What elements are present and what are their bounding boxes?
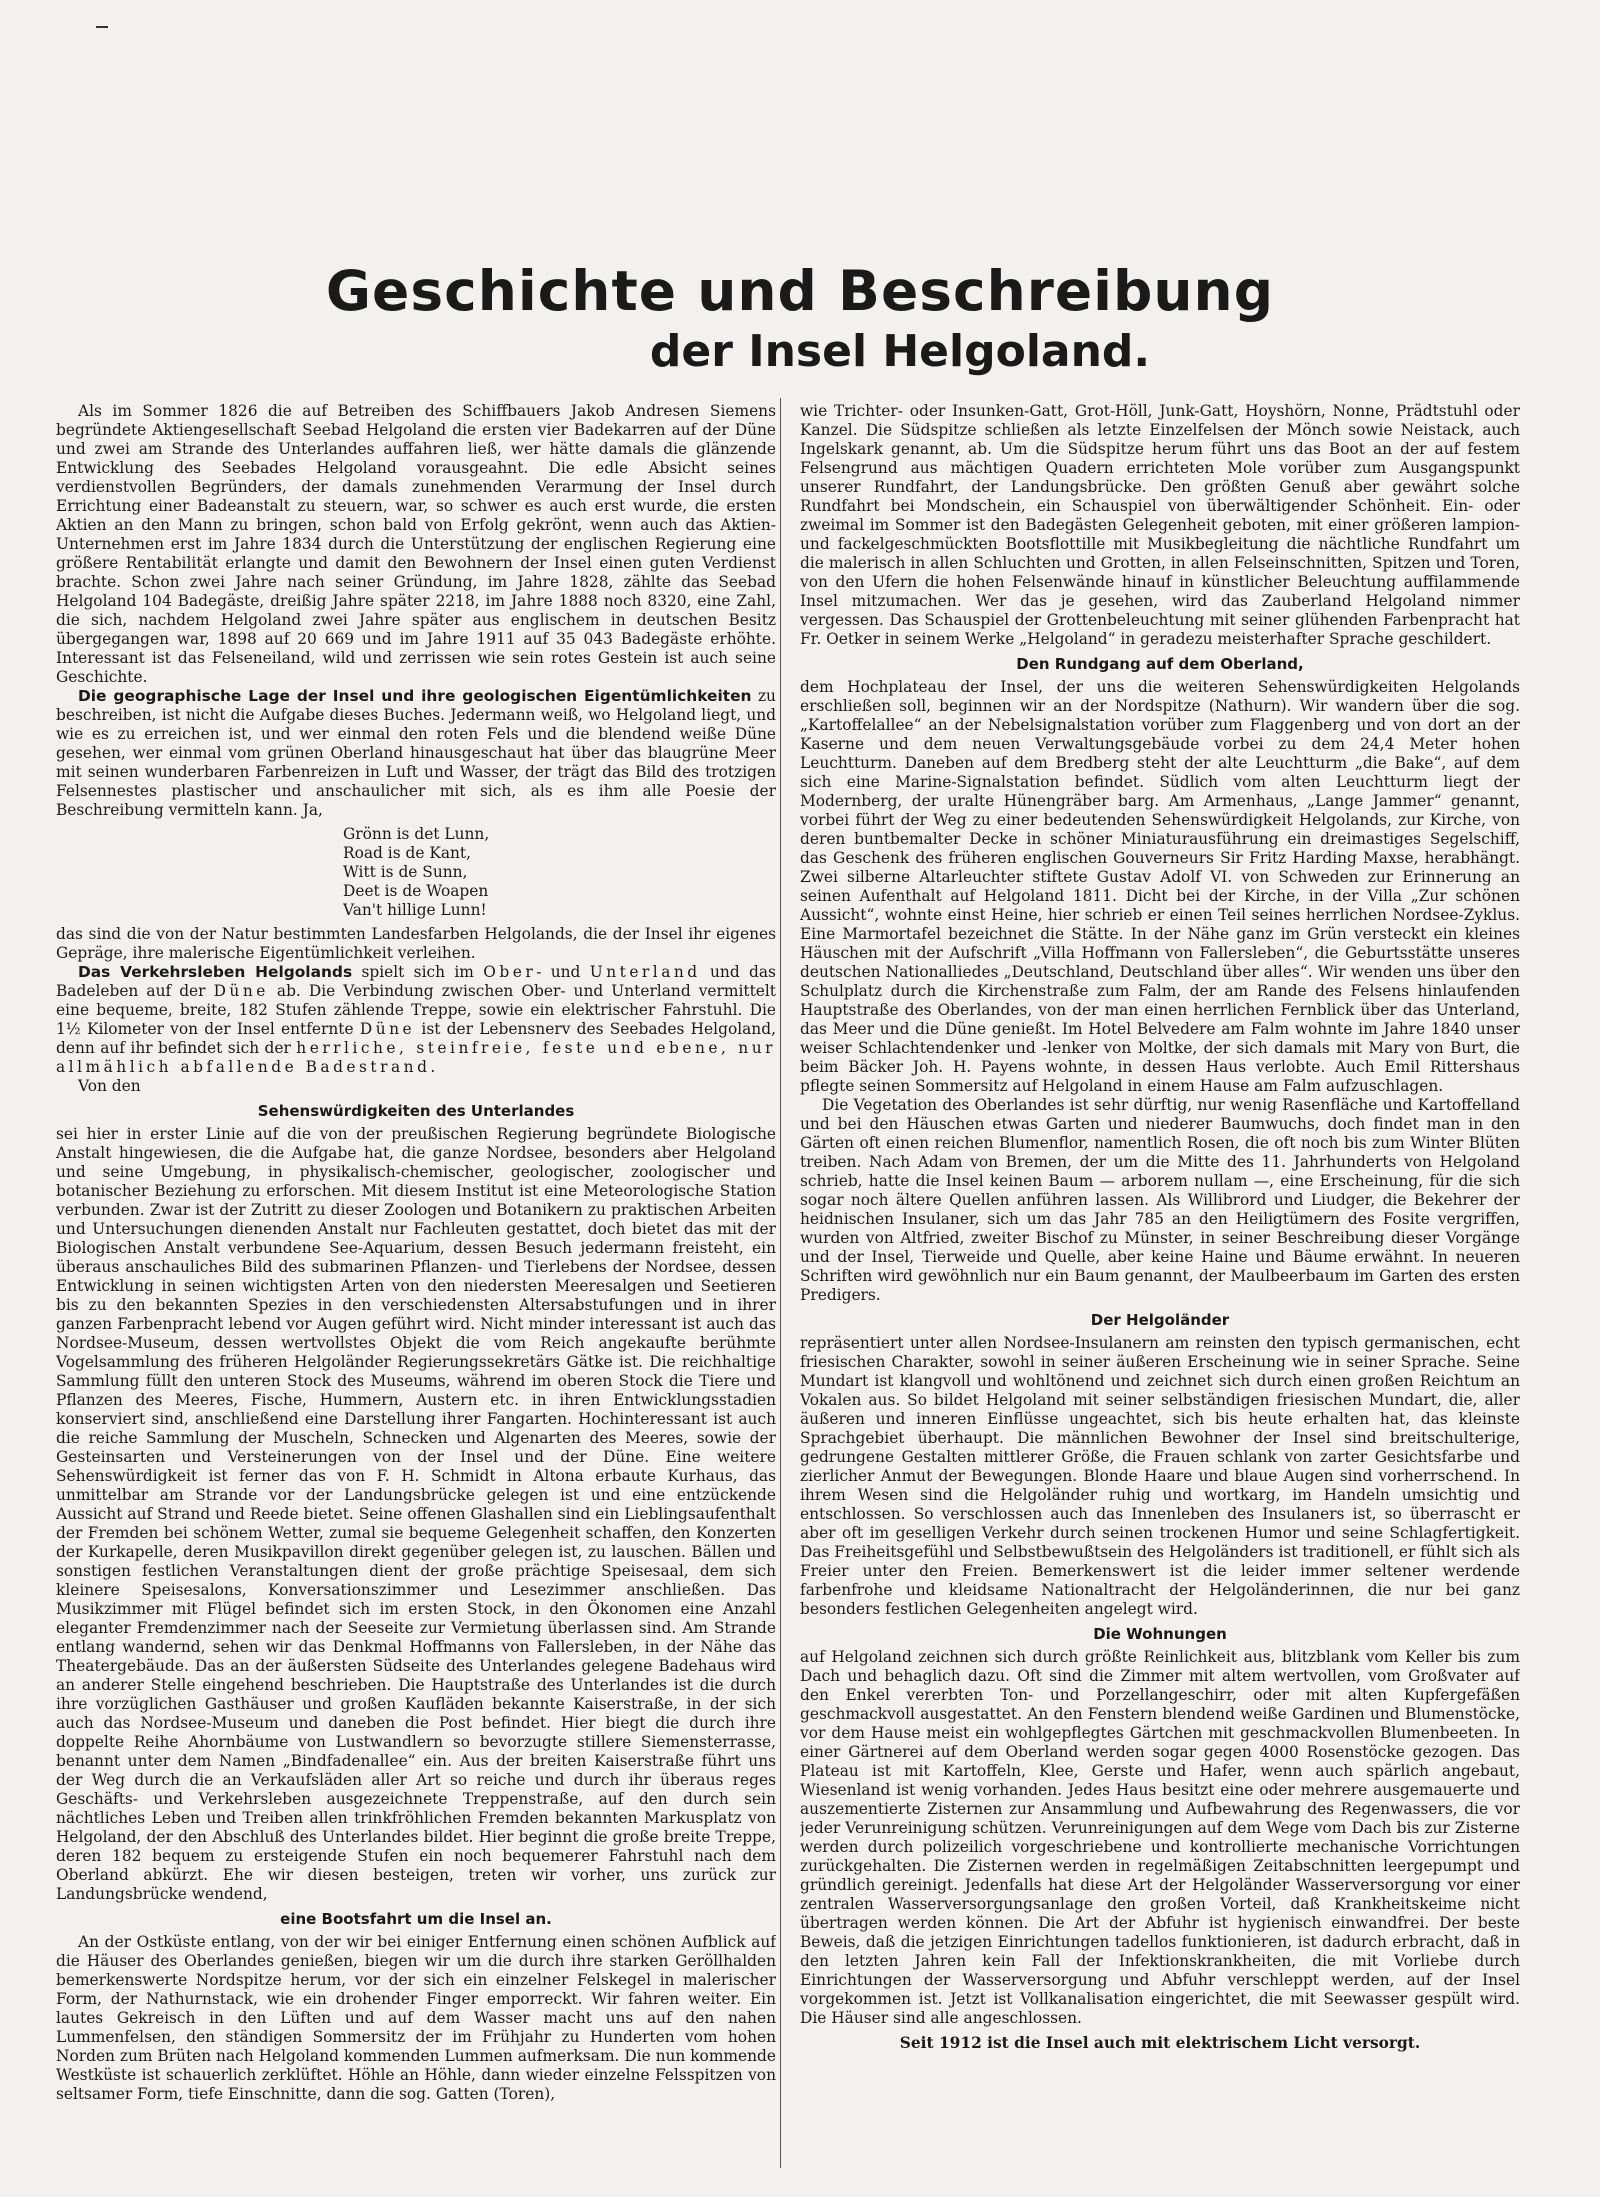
traffic-lead: Das Verkehrsleben Helgolands xyxy=(78,963,353,981)
traffic-spaced: Düne xyxy=(359,1020,416,1038)
unterland-paragraph: sei hier in erster Linie auf die von der preußischen Regierung begründete Biologische Anstalt hingewiesen, die die Aufgabe hat, die ganze Nordsee, besonders aber Helgoland und seine Umgebung, in physikalisch-chemischer, geologischer, zoologischer und botanischer Beziehung zu erforschen. Mit diesem Institut ist eine Meteorologische Station verbunden. Zwar ist der Zutritt zu dieser Zoologen und Botanikern zu praktischen Arbeiten und Untersuchungen dienenden Anstalt nur Fachleuten gestattet, doch bietet das mit der Biologischen Anstalt verbundene See-Aquarium, dessen Besuch jedermann freisteht, ein überaus anschauliches Bild des submarinen Pflanzen- und Tierlebens der Nordsee, dessen Entwicklung in seinen wichtigsten Arten von den niedersten Meeresalgen und Seetieren bis zu den bekannten Spezies in den verschiedensten Altersabstufungen und in ihrer ganzen Farbenpracht lebend vor Augen geführt wird. Nicht minder interessant ist auch das Nordsee-Museum, dessen wertvollstes Objekt die vom Reich angekaufte berühmte Vogelsammlung des früheren Helgoländer Regierungssekretärs Gätke ist. Die reichhaltige Sammlung füllt den unteren Stock des Museums, während im oberen Stock die Tiere und Pflanzen des Meeres, Fische, Hummern, Austern etc. in ihren Entwicklungsstadien konserviert sind, anschließend eine Darstellung ihrer Fangarten. Hochinteressant ist auch die reiche Sammlung der Muscheln, Schnecken und Algenarten des Meeres, sowie der Gesteinsarten und Versteinerungen von der Insel und der Düne. Eine weitere Sehenswürdigkeit ist ferner das von F. H. Schmidt in Altona erbaute Kurhaus, das unmittelbar am Strande vor der Landungsbrücke gelegen ist und eine entzückende Aussicht auf Strand und Reede bietet. Seine offenen Glashallen sind ein Lieblingsaufenthalt der Fremden bei schönem Wetter, zumal sie bequeme Gelegenheit schaffen, den Konzerten der Kurkapelle, deren Musikpavillon direkt gegenüber gelegen ist, zu lauschen. Bällen und sonstigen festlichen Veranstaltungen dient der große prächtige Speisesaal, dem sich kleinere Speisesalons, Konversationszimmer und Lesezimmer anschließen. Das Musikzimmer mit Flügel befindet sich im ersten Stock, in den Ökonomen eine Anzahl eleganter Fremdenzimmer nach der Seeseite zur Vermietung überlassen sind. Am Strande entlang wandernd, sehen wir das Denkmal Hoffmanns von Fallersleben, in der Nähe das Theatergebäude. Das an der äußersten Südseite des Unterlandes gelegene Badehaus wird an anderer Stelle eingehend beschrieben. Die Hauptstraße des Unterlandes ist die durch ihre vorzüglichen Gasthäuser und großen Kaufläden bekannte Kaiserstraße, in der sich auch das Nordsee-Museum und daneben die Post befindet. Hier biegt die durch ihre doppelte Reihe Ahornbäume von Lustwandlern so bevorzugte stillere Siemensterrasse, benannt unter dem Namen „Bindfadenallee“ ein. Aus der breiten Kaiserstraße führt uns der Weg durch die an Verkaufsläden aller Art so reiche und durch ihr überaus reges Geschäfts- und Verkehrsleben ausgezeichnete Treppenstraße, auf den durch sein nächtliches Leben und Treiben allen trinkfröhlichen Fremden bekannten Markusplatz von Helgoland, der den Abschluß des Unterlandes bildet. Hier beginnt die große breite Treppe, deren 182 bequem zu ersteigende Stufen ein noch bequemerer Fahrstuhl nach dem Oberland abkürzt. Ehe wir diesen besteigen, treten wir vorher, uns zurück zur Landungsbrücke wendend, xyxy=(56,1125,776,1903)
traffic-spaced: Düne xyxy=(213,982,269,1000)
heading-unterland: Sehenswürdigkeiten des Unterlandes xyxy=(257,1102,575,1120)
poem-line: Deet is de Woapen xyxy=(343,882,489,900)
geography-paragraph xyxy=(56,687,776,820)
sights-intro: Von den xyxy=(78,1077,141,1095)
right-column xyxy=(800,402,1520,2140)
poem xyxy=(343,825,776,920)
traffic-text: und das Badeleben auf der xyxy=(56,963,776,1000)
intro-paragraph: Als im Sommer 1826 die auf Betreiben des Schiffbauers Jakob Andresen Siemens begründete Aktiengesellschaft Seebad Helgoland die ersten vier Badekarren auf der Düne und zwei am Strande des Unterlandes auffahren ließ, wer hätte damals die glänzende Entwicklung des Seebades Helgoland vorausgeahnt. Die edle Absicht seines verdienstvollen Begründers, der damals zunehmenden Verarmung der Insel durch Errichtung einer Badeanstalt zu steuern, war, so schwer es auch erst wurde, die ersten Aktien an den Mann zu bringen, schon bald von Erfolg gekrönt, wenn auch das Aktien-Unternehmen erst im Jahre 1834 durch die Unterstützung der englischen Regierung eine größere Rentabilität erlangte und damit den Bewohnern der Insel einen guten Verdienst brachte. Schon zwei Jahre nach seiner Gründung, im Jahre 1828, zählte das Seebad Helgoland 104 Badegäste, dreißig Jahre später 2218, im Jahre 1888 noch 8320, eine Zahl, die sich, nachdem Helgoland zwei Jahre später aus englischem in deutschen Besitz übergegangen war, 1898 auf 20 669 und im Jahre 1911 auf 35 043 Badegäste erhöhte. Interessant ist das Felseneiland, wild und zerrissen wie sein rotes Gestein ist auch seine Geschichte. xyxy=(56,402,776,686)
page-title: Geschichte und Beschreibung xyxy=(325,259,1275,323)
left-column xyxy=(56,402,776,2140)
column-divider xyxy=(780,398,781,2168)
vegetation-paragraph: Die Vegetation des Oberlandes ist sehr dürftig, nur wenig Rasenfläche und Kartoffelland und bei den Häuschen etwas Garten und niederer Baumwuchs, doch findet man in den Gärten oft einen reichen Blumenflor, namentlich Rosen, die oft noch bis zum Winter Blüten treiben. Nach Adam von Bremen, der um die Mitte des 11. Jahrhunderts von Helgoland schrieb, hatte die Insel keinen Baum — arborem nullam —, eine Erscheinung, für die sich sogar noch ältere Quellen anführen lassen. Als Willibrord und Liudger, die Bekehrer der heidnischen Insulaner, sich um das Jahr 785 an den Heiligtümern des Fosite vergriffen, wurden von Altfried, zweiter Bischof zu Münster, in seiner Beschreibung dieser Vorgänge und der Insel, Tierweide und Quelle, aber keine Haine und Bäume erwähnt. In neueren Schriften wird gewöhnlich nur ein Baum genannt, der Maulbeerbaum im Garten des ersten Predigers. xyxy=(800,1096,1520,1304)
bootsfahrt-paragraph: An der Ostküste entlang, von der wir bei einiger Entfernung einen schönen Aufblick auf die Häuser des Oberlandes genießen, biegen wir um die durch ihre starken Geröllhalden bemerkenswerte Nordspitze herum, vor der sich ein einzelner Felskegel in malerischer Form, der Nathurnstack, wie ein drohender Finger emporreckt. Wir fahren weiter. Ein lautes Gekreisch in den Lüften und auf dem Wasser macht uns auf den nahen Lummenfelsen, den ständigen Sommersitz der im Frühjahr zu Hunderten vom hohen Norden zum Brüten nach Helgoland kommenden Lummen aufmerksam. Die nun kommende Westküste ist schauerlich zerklüftet. Höhle an Höhle, dann wieder einzelne Felsspitzen von seltsamer Form, tiefe Einschnitte, dann die sog. Gatten (Toren), xyxy=(56,1933,776,2103)
geography-text: zu beschreiben, ist nicht die Aufgabe dieses Buches. Jedermann weiß, wo Helgoland liegt, und wie es zu erreichen ist, und wer einmal den roten Fels und die blendend weiße Düne gesehen, wer einmal vom grünen Oberland hinausgeschaut hat über das blaugrüne Meer mit seinen wunderbaren Farbenreizen in Luft und Wasser, der trägt das Bild des trotzigen Felsennestes plastischer und anschaulicher mit sich, als es ihm alle Poesie der Beschreibung vermitteln kann. Ja, xyxy=(56,687,776,819)
traffic-text: spielt sich im xyxy=(361,963,474,981)
heading-bootsfahrt: eine Bootsfahrt um die Insel an. xyxy=(280,1910,552,1928)
page-subtitle: der Insel Helgoland. xyxy=(649,326,1151,377)
helgolaender-paragraph: repräsentiert unter allen Nordsee-Insulanern am reinsten den typisch germanischen, echt friesischen Charakter, sowohl in seiner äußeren Erscheinung wie in seiner Sprache. Seine Mundart ist klangvoll und wohltönend und zeichnet sich durch einen großen Reichtum an Vokalen aus. So bildet Helgoland mit seiner selbständigen friesischen Mundart, die, aller äußeren und inneren Einflüsse ungeachtet, sich bis heute erhalten hat, das kleinste Sprachgebiet überhaupt. Die männlichen Bewohner der Insel sind breitschulterige, gedrungene Gestalten mittlerer Größe, die Frauen schlank von zarter Gesichtsfarbe und zierlicher Anmut der Bewegungen. Blonde Haare und blaue Augen sind vorherrschend. In ihrem Wesen sind die Helgoländer ruhig und wortkarg, im Handeln umsichtig und entschlossen. So verschlossen auch das Innenleben des Insulaners ist, so überrascht er aber oft im geselligen Verkehr durch seinen trockenen Humor und seine Schlagfertigkeit. Das Freiheitsgefühl und Selbstbewußtsein des Helgoländers ist traditionell, er fühlt sich als Freier unter den Freien. Bemerkenswert ist die leider immer seltener werdende farbenfrohe und kleidsame Nationaltracht der Helgoländerinnen, die nur bei ganz besonders festlichen Gelegenheiten angelegt wird. xyxy=(800,1334,1520,1618)
wohnungen-paragraph: auf Helgoland zeichnen sich durch größte Reinlichkeit aus, blitzblank vom Keller bis zum Dach und behaglich dazu. Oft sind die Zimmer mit altem wertvollen, vom Großvater auf den Enkel vererbten Ton- und Porzellangeschirr, oder mit alten Kupfergefäßen geschmackvoll ausgestattet. An den Fenstern blendend weiße Gardinen und Blumenstöcke, vor dem Hause meist ein wohlgepflegtes Gärtchen mit geschmackvollen Blumenbeeten. In einer Gärtnerei auf dem Oberland werden sogar gegen 4000 Rosenstöcke gezogen. Das Plateau ist mit Kartoffeln, Klee, Gerste und Hafer, wenn auch spärlich angebaut, Wiesenland ist wenig vorhanden. Jedes Haus besitzt eine oder mehrere ausgemauerte und auszementierte Zisternen zur Ansammlung und Aufbewahrung des Regenwassers, die vor jeder Verunreinigung schützen. Verunreinigungen auf dem Wege vom Dach bis zur Zisterne werden durch polizeilich vorgeschriebene und kontrollierte mechanische Vorrichtungen zurückgehalten. Die Zisternen werden in regelmäßigen Zeitabschnitten leergepumpt und gründlich gereinigt. Jedenfalls hat diese Art der Helgoländer Wasserversorgung vor einer zentralen Wasserversorgungsanlage den großen Vorteil, daß Krankheitskeime nicht übertragen werden können. Die Art der Abfuhr ist hygienisch einwandfrei. Der beste Beweis, daß die jetzigen Einrichtungen tadellos funktionieren, ist dadurch erbracht, daß in den letzten Jahren kein Fall der Infektionskrankheiten, die mit Vorliebe durch Einrichtungen der Wasserversorgung und Abfuhr verschleppt werden, auf der Insel vorgekommen ist. Jetzt ist Vollkanalisation eingerichtet, die mit Seewasser gespült wird. Die Häuser sind alle angeschlossen. xyxy=(800,1648,1520,2027)
gatten-paragraph: wie Trichter- oder Insunken-Gatt, Grot-Höll, Junk-Gatt, Hoyshörn, Nonne, Prädtstuhl oder Kanzel. Die Südspitze schließen als letzte Einzelfelsen der Mönch sowie Neistack, auch Ingelskark genannt, ab. Um die Südspitze herum führt uns das Boot an der auf festem Felsengrund aus mächtigen Quadern errichteten Mole vorüber zum Ausgangspunkt unserer Rundfahrt, der Landungsbrücke. Den größten Genuß aber gewährt solche Rundfahrt bei Mondschein, ein Schauspiel von überwältigender Schönheit. Ein- oder zweimal im Sommer ist den Badegästen Gelegenheit geboten, mit einer größeren lampion- und fackelgeschmückten Bootsflottille mit Musikbegleitung die nächtliche Rundfahrt um die malerisch in allen Schluchten und Grotten, in allen Felseinschnitten, Spitzen und Toren, von den Ufern die hohen Felsenwände hinauf in künstlicher Beleuchtung auffilammende Insel mitzumachen. Wer das je gesehen, wird das Zauberland Helgoland nimmer vergessen. Das Schauspiel der Grottenbeleuchtung mit seiner glühenden Farbenpracht hat Fr. Oetker in seinem Werke „Helgoland“ in geradezu meisterhafter Sprache geschildert. xyxy=(800,402,1520,648)
traffic-spaced: herrliche, steinfreie, feste und ebene, nur allmählich abfallende Badestrand. xyxy=(56,1039,776,1076)
traffic-paragraph xyxy=(56,963,776,1077)
traffic-text: ist der Lebensnerv des Seebades Helgoland, denn auf ihr befindet sich der xyxy=(56,1020,776,1057)
heading-helgolaender: Der Helgoländer xyxy=(1090,1311,1230,1329)
heading-oberland: Den Rundgang auf dem Oberland, xyxy=(1016,655,1304,673)
heading-wohnungen: Die Wohnungen xyxy=(1093,1625,1227,1643)
closing-line: Seit 1912 ist die Insel auch mit elektrischem Licht versorgt. xyxy=(899,2034,1421,2052)
title-block xyxy=(0,258,1600,380)
poem-line: Road is de Kant, xyxy=(343,844,472,862)
traffic-text: ab. Die Verbindung zwischen Ober- und Unterland vermittelt eine bequeme, breite, 182 Stufen zählende Treppe, sowie ein elektrischer Fahrstuhl. Die 1½ Kilometer von der Insel entfernte xyxy=(56,982,776,1038)
traffic-text: - und xyxy=(536,963,581,981)
print-mark xyxy=(96,26,108,28)
poem-line: Witt is de Sunn, xyxy=(343,863,468,881)
traffic-spaced: Unterland xyxy=(589,963,701,981)
traffic-spaced: Ober xyxy=(483,963,537,981)
geography-lead: Die geographische Lage der Insel und ihre geologischen Eigentümlichkeiten xyxy=(78,687,752,705)
poem-line: Grönn is det Lunn, xyxy=(343,825,490,843)
oberland-paragraph: dem Hochplateau der Insel, der uns die weiteren Sehenswürdigkeiten Helgolands erschließen soll, beginnen wir an der Nordspitze (Nathurn). Wir wandern über die sog. „Kartoffelallee“ an der Nebelsignalstation vorüber zum Flaggenberg und von dort an der Kaserne und dem neuen Verwaltungsgebäude vorbei zu dem 24,4 Meter hohen Leuchtturm. Daneben auf dem Bredberg steht der alte Leuchtturm „die Bake“, auf dem sich eine Marine-Signalstation befindet. Südlich vom alten Leuchtturm liegt der Modernberg, der uralte Hünengräber barg. Am Armenhaus, „Lange Jammer“ genannt, vorbei führt der Weg zu einer bedeutenden Sehenswürdigkeit Helgolands, zur Kirche, von deren buntbemalter Decke in schöner Miniaturausführung ein dreimastiges Segelschiff, das Geschenk des früheren englischen Gouverneurs Sir Fritz Harding Maxse, herabhängt. Zwei silberne Altarleuchter stiftete Gustav Adolf VI. von Schweden zur Erinnerung an seinen Aufenthalt auf Helgoland 1811. Dicht bei der Kirche, in der Villa „Zur schönen Aussicht“, wohnte einst Heine, hier schrieb er einen Teil seines herrlichen Nordsee-Zyklus. Eine Marmortafel bezeichnet die Stätte. In der Nähe ganz im Grün versteckt ein kleines Häuschen mit der Aufschrift „Villa Hoffmann von Fallersleben“, die Geburtsstätte unseres deutschen Nationalliedes „Deutschland, Deutschland über alles“. Wir wenden uns über den Schulplatz durch die Kirchenstraße zum Falm, der am Rande des Felsens hinlaufenden Hauptstraße des Oberlandes, von der man einen herrlichen Fernblick über das Unterland, das Meer und die Düne genießt. Im Hotel Belvedere am Falm wohnte im Jahre 1840 unser weiser Schlachtendenker und -lenker von Moltke, der sich damals mit Mary von Burt, die beim Bäcker Joh. H. Payens wohnte, in dessen Haus verlobte. Auch Emil Rittershaus pflegte seinen Sommersitz auf Helgoland in einem Hause am Falm aufzuschlagen. xyxy=(800,678,1520,1095)
colors-paragraph: das sind die von der Natur bestimmten Landesfarben Helgolands, die der Insel ihr eigenes Gepräge, ihre malerische Eigentümlichkeit verleihen. xyxy=(56,925,776,962)
poem-line: Van't hillige Lunn! xyxy=(343,901,487,919)
